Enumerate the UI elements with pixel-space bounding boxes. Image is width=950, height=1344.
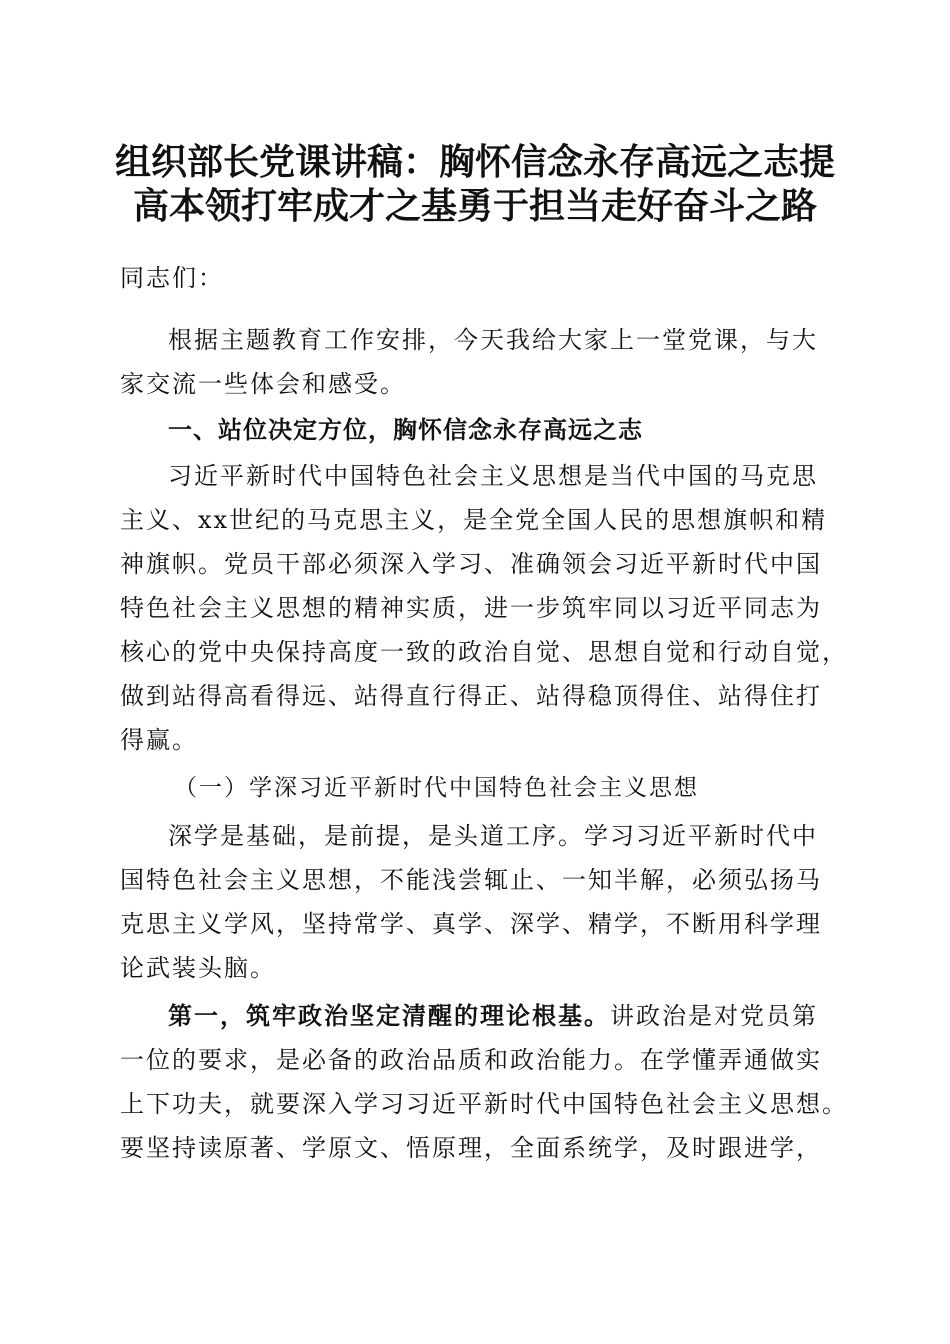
subsection1-line-2: 国特色社会主义思想，不能浅尝辄止、一知半解，必须弘扬马 bbox=[120, 866, 822, 894]
title-line-2: 高本领打牢成才之基勇于担当走好奋斗之路 bbox=[132, 185, 817, 227]
point1-lead: 第一，筑牢政治坚定清醒的理论根基。 bbox=[168, 1001, 610, 1030]
point1-line-2: 一位的要求，是必备的政治品质和政治能力。在学懂弄通做实 bbox=[120, 1046, 822, 1074]
section1-line-4: 特色社会主义思想的精神实质，进一步筑牢同以习近平同志为 bbox=[120, 594, 822, 622]
intro-line-1: 根据主题教育工作安排，今天我给大家上一堂党课，与大 bbox=[168, 326, 818, 354]
section1-line-2: 主义、xx世纪的马克思主义，是全党全国人民的思想旗帜和精 bbox=[120, 506, 828, 534]
subsection1-line-3: 克思主义学风，坚持常学、真学、深学、精学，不断用科学理 bbox=[120, 910, 822, 938]
intro-line-2: 家交流一些体会和感受。 bbox=[120, 370, 406, 398]
section1-line-7: 得赢。 bbox=[120, 726, 198, 754]
point1-line-3: 上下功夫，就要深入学习习近平新时代中国特色社会主义思想。 bbox=[120, 1090, 848, 1118]
salutation: 同志们： bbox=[120, 264, 224, 292]
subsection1-line-1: 深学是基础，是前提，是头道工序。学习习近平新时代中 bbox=[168, 822, 818, 850]
section-heading-1: 一、站位决定方位，胸怀信念永存高远之志 bbox=[168, 416, 643, 444]
subsection1-line-4: 论武装头脑。 bbox=[120, 954, 276, 982]
section1-line-3: 神旗帜。党员干部必须深入学习、准确领会习近平新时代中国 bbox=[120, 550, 822, 578]
point1-line-4: 要坚持读原著、学原文、悟原理，全面系统学，及时跟进学， bbox=[120, 1134, 822, 1162]
document-title bbox=[100, 140, 850, 228]
section1-line-5: 核心的党中央保持高度一致的政治自觉、思想自觉和行动自觉， bbox=[120, 638, 848, 666]
subsection-heading-1: （一）学深习近平新时代中国特色社会主义思想 bbox=[174, 775, 699, 801]
point1-line-1 bbox=[168, 994, 818, 1038]
section1-line-6: 做到站得高看得远、站得直行得正、站得稳顶得住、站得住打 bbox=[120, 682, 822, 710]
title-line-1: 组织部长党课讲稿：胸怀信念永存高远之志提 bbox=[114, 141, 835, 183]
point1-rest: 讲政治是对党员第 bbox=[610, 1002, 818, 1030]
section1-line-1: 习近平新时代中国特色社会主义思想是当代中国的马克思 bbox=[168, 462, 818, 490]
